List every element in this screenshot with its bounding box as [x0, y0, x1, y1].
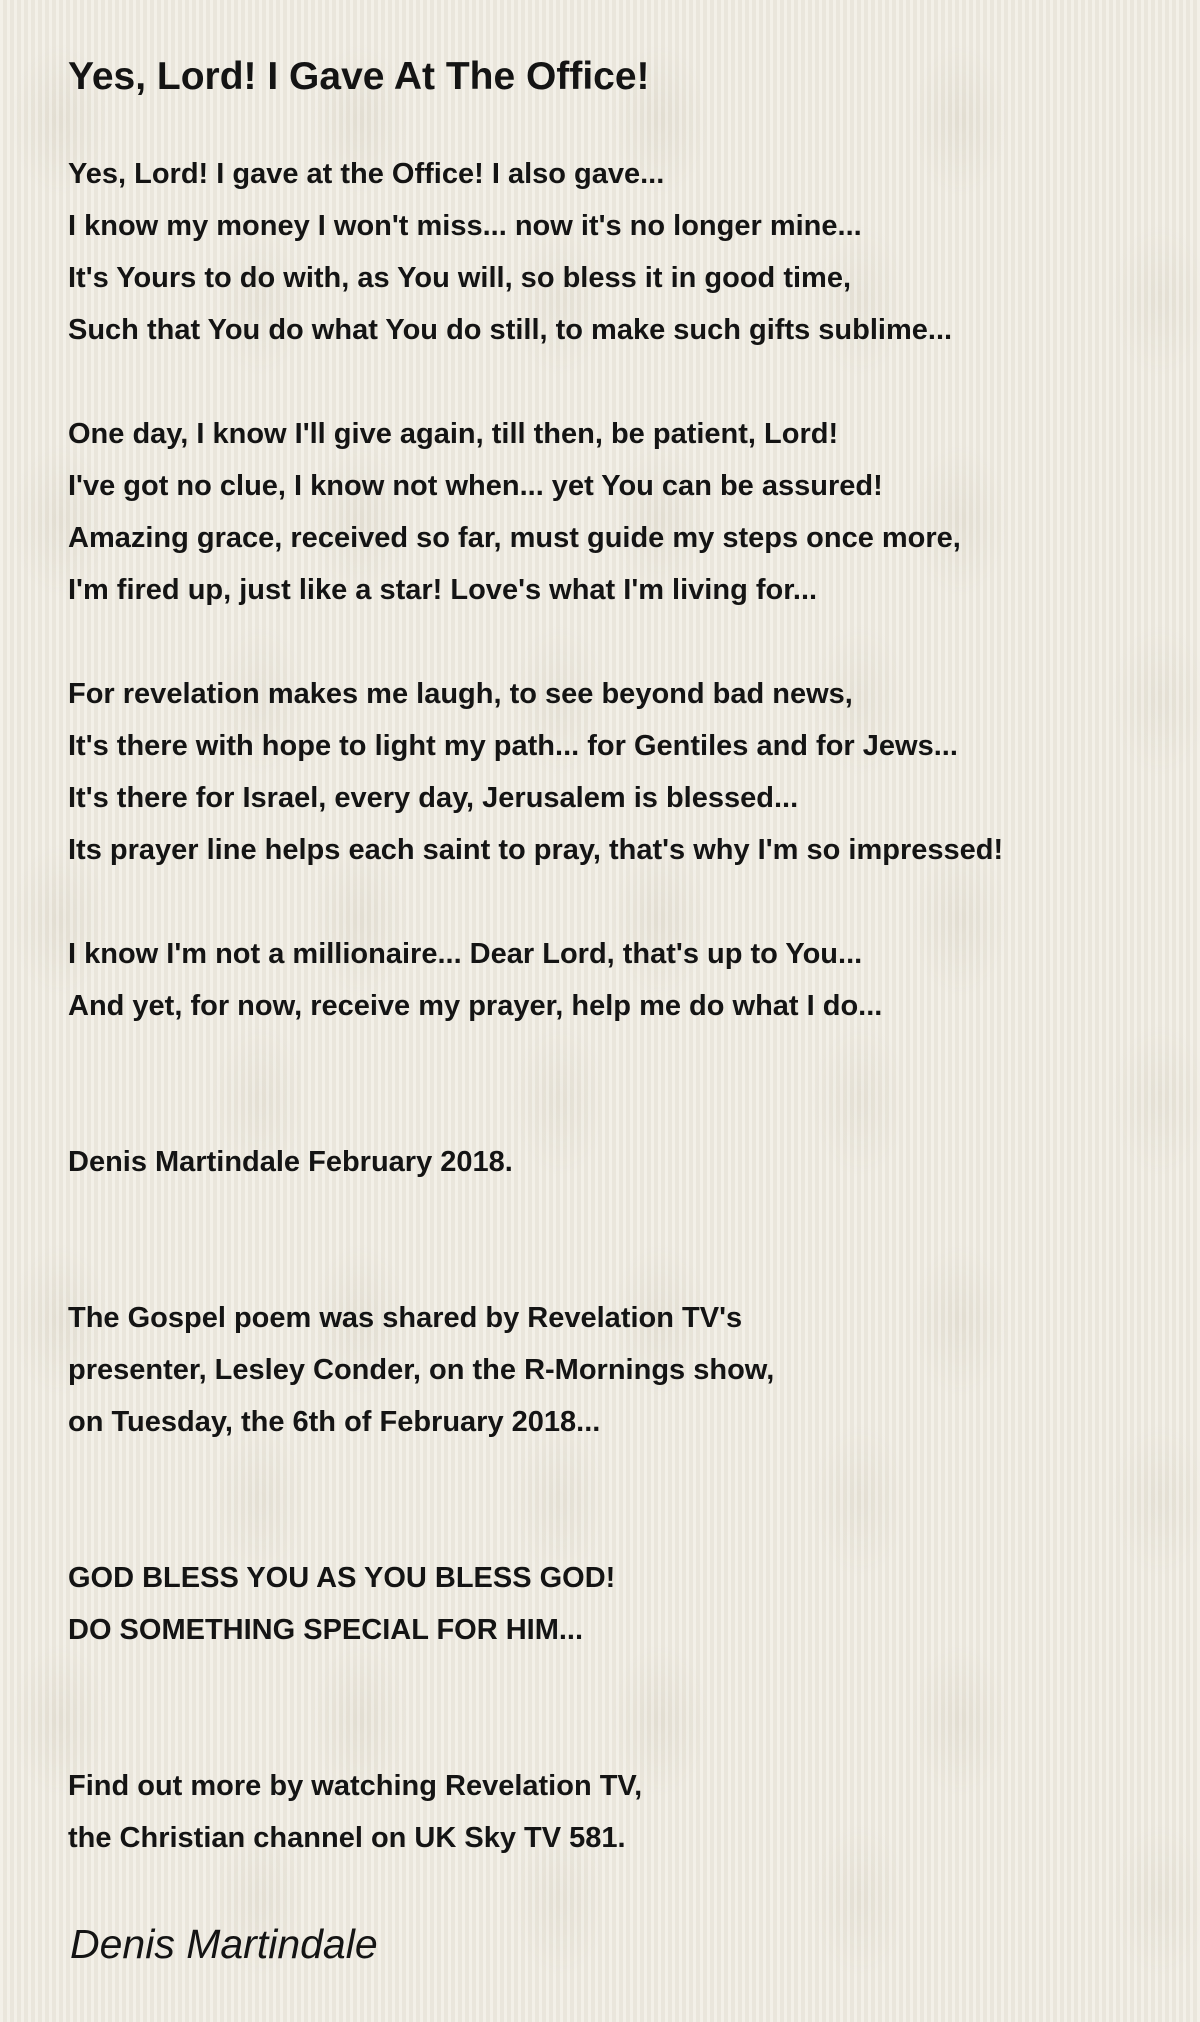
poem-line: Denis Martindale February 2018. — [68, 1146, 513, 1178]
stanza-gap — [68, 616, 1168, 668]
poem-line: Find out more by watching Revelation TV, — [68, 1770, 643, 1802]
poem-line: Its prayer line helps each saint to pray, that's why I'm so impressed! — [68, 834, 1004, 866]
poem-line: Amazing grace, received so far, must guide my steps once more, — [68, 522, 961, 554]
stanza-gap — [68, 1448, 1168, 1500]
poem-line: One day, I know I'll give again, till then, be patient, Lord! — [68, 418, 839, 450]
stanza-gap — [68, 356, 1168, 408]
poem-line: DO SOMETHING SPECIAL FOR HIM... — [68, 1614, 584, 1646]
poem-line: It's there for Israel, every day, Jerusalem is blessed... — [68, 782, 799, 814]
poem-line: It's there with hope to light my path... for Gentiles and for Jews... — [68, 730, 958, 762]
stanza-gap — [68, 1084, 1168, 1136]
stanza-gap — [68, 1708, 1168, 1760]
poem-line: For revelation makes me laugh, to see beyond bad news, — [68, 678, 853, 710]
stanza-gap — [68, 1656, 1168, 1708]
author-signature: Denis Martindale — [70, 1921, 378, 1967]
poem-line: I know my money I won't miss... now it's no longer mine... — [68, 210, 862, 242]
poem-line: GOD BLESS YOU AS YOU BLESS GOD! — [68, 1562, 616, 1594]
stanza-gap — [68, 1188, 1168, 1240]
poem-line: Yes, Lord! I gave at the Office! I also gave... — [68, 158, 665, 190]
stanza-gap — [68, 1032, 1168, 1084]
stanza-gap — [68, 876, 1168, 928]
poem-line: It's Yours to do with, as You will, so bless it in good time, — [68, 262, 851, 294]
poem-line: I've got no clue, I know not when... yet You can be assured! — [68, 470, 883, 502]
poem-line: Such that You do what You do still, to make such gifts sublime... — [68, 314, 953, 346]
stanza-gap — [68, 1240, 1168, 1292]
poem-line: I'm fired up, just like a star! Love's what I'm living for... — [68, 574, 818, 606]
poem-body — [68, 148, 1168, 1864]
poem-line: presenter, Lesley Conder, on the R-Mornings show, — [68, 1354, 775, 1386]
poem-title: Yes, Lord! I Gave At The Office! — [68, 55, 650, 98]
poem-line: I know I'm not a millionaire... Dear Lord, that's up to You... — [68, 938, 863, 970]
poem-line: on Tuesday, the 6th of February 2018... — [68, 1406, 601, 1438]
poem-line: The Gospel poem was shared by Revelation TV's — [68, 1302, 743, 1334]
stanza-gap — [68, 1500, 1168, 1552]
poem-line: the Christian channel on UK Sky TV 581. — [68, 1822, 626, 1854]
poem-line: And yet, for now, receive my prayer, help me do what I do... — [68, 990, 883, 1022]
